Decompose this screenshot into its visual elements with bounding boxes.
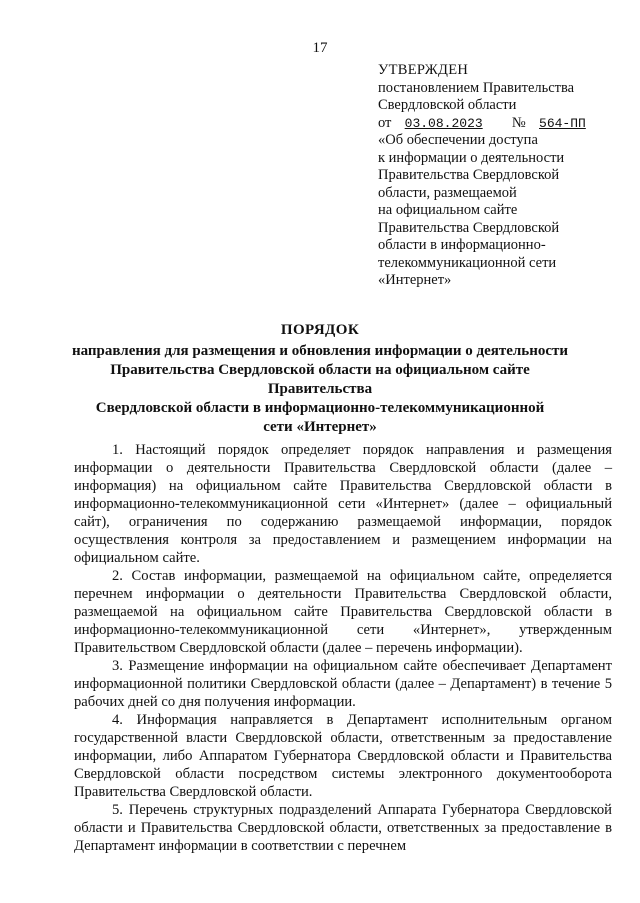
title-word: ПОРЯДОК xyxy=(280,322,360,338)
paragraph: 5. Перечень структурных подразделений Аппарата Губернатора Свердловской области и Правительства Свердловской области, ответственных за предоставление в Департамент информации в соответствии с перечнем xyxy=(74,802,612,854)
approval-title-line: к информации о деятельности xyxy=(378,149,565,166)
approval-title-line: на официальном сайте xyxy=(378,202,518,218)
paragraph: 2. Состав информации, размещаемой на официальном сайте, определяется перечнем информации о деятельности Правительства Свердловской области, размещаемой на официальном сайте Правительства Свердловской области в информационно-телекоммуникационной сети «Интернет», утвержденным Правительством Свердловской области (далее – перечень информации). xyxy=(74,568,612,656)
approval-title-line: «Об обеспечении доступа xyxy=(378,132,538,148)
paragraph: 1. Настоящий порядок определяет порядок направления и размещения информации о деятельности Правительства Свердловской области (далее – информация) на официальном сайте Правительства Свердловской области в информационно-телекоммуникационной сети «Интернет» (далее – официальный сайт), ограничения по содержанию размещаемой информации, порядок осуществления контроля за предоставлением и размещением информации на официальном сайте. xyxy=(74,442,612,566)
number-sign: № xyxy=(511,114,526,131)
title-line: Правительства Свердловской области на официальном сайте Правительства xyxy=(110,362,530,397)
title-line: сети «Интернет» xyxy=(263,419,377,435)
approval-title-line: Правительства Свердловской xyxy=(378,167,560,183)
approval-title-line: «Интернет» xyxy=(378,272,452,288)
approval-title-line: области, размещаемой xyxy=(378,184,517,201)
approval-stamp: УТВЕРЖДЕН xyxy=(378,62,469,78)
date-prefix: от xyxy=(378,114,392,131)
approval-date: 03.08.2023 xyxy=(404,115,483,131)
approval-title-line: Правительства Свердловской xyxy=(378,219,560,236)
document-body xyxy=(74,441,612,855)
approval-line: постановлением Правительства xyxy=(378,79,575,96)
approval-line: Свердловской области xyxy=(378,97,517,113)
paragraph: 4. Информация направляется в Департамент исполнительным органом государственной власти Свердловской области, ответственным за предоставление информации, либо Аппаратом Губернатора Свердловской области и Правительства Свердловской области посредством системы электронного документооборота Правительства Свердловской области. xyxy=(74,712,612,800)
approval-block xyxy=(378,62,618,290)
approval-title-line: телекоммуникационной сети xyxy=(378,254,557,271)
document-title xyxy=(60,321,580,437)
approval-date-line xyxy=(378,115,618,133)
approval-title-line: области в информационно- xyxy=(378,237,546,253)
title-line: Свердловской области в информационно-телекоммуникационной xyxy=(95,400,545,416)
title-line: направления для размещения и обновления информации о деятельности xyxy=(71,343,569,359)
paragraph: 3. Размещение информации на официальном сайте обеспечивает Департамент информационной политики Свердловской области (далее – Департамент) в течение 5 рабочих дней со дня получения информации. xyxy=(74,658,612,710)
approval-number: 564-ПП xyxy=(539,115,586,131)
page-number: 17 xyxy=(312,40,328,56)
